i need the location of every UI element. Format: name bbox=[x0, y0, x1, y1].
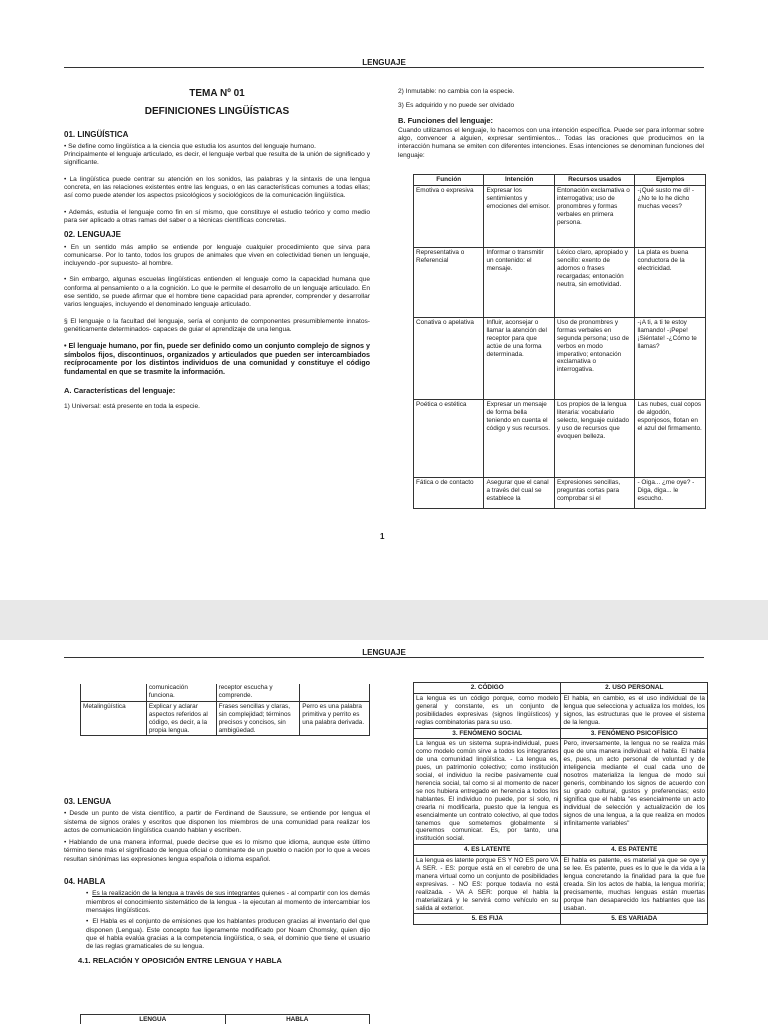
left-column bbox=[64, 794, 370, 970]
table-cell: Frases sencillas y claras, sin complejidad; términos precisos y concisos, sin ambigüedad. bbox=[216, 701, 300, 736]
table-cell: La plata es buena conductora de la electricidad. bbox=[635, 247, 706, 317]
paragraph: • En un sentido más amplio se entiende por lenguaje cualquier procedimiento que sirva para comunicarse. Por lo tanto, todos los grupos de animales que viven en colectividad tienen un lenguaje, incluyendo -por supuesto- al hombre. bbox=[64, 243, 370, 268]
table-cell: Conativa o apelativa bbox=[414, 317, 484, 399]
paragraph: Cuando utilizamos el lenguaje, lo hacemos con una intención específica. Puede ser para informar sobre algo, convencer a alguien, expresar sentimientos... Todas las oraciones que producimos en la interacción humana se emiten con diferentes intenciones. Esas intenciones se denominan funciones del lenguaje: bbox=[398, 126, 704, 159]
table-header: Recursos usados bbox=[554, 175, 635, 186]
left-column bbox=[64, 90, 370, 415]
document-page-2 bbox=[0, 640, 768, 1024]
page-header: LENGUAJE bbox=[64, 56, 704, 68]
section-heading: A. Características del lenguaje: bbox=[64, 385, 176, 395]
table-row bbox=[81, 683, 370, 702]
section-heading: 01. LINGÜÍSTICA bbox=[64, 129, 129, 139]
section-heading: B. Funciones del lenguaje: bbox=[398, 115, 494, 125]
table-header: 4. ES LATENTE bbox=[414, 845, 561, 856]
paragraph: • Hablando de una manera informal, puede decirse que es lo mismo que idioma, aunque este último término tiene más el significado de lengua oficial o dominante de un pueblo o nación por lo que a veces resultan sinónimas las expresiones lengua española o idioma español. bbox=[64, 839, 370, 863]
table-bottom-border bbox=[413, 508, 706, 509]
table-cell: El habla es patente, es material ya que se oye y se lee. Es patente, pues es lo que le da vida a la lengua concretando la finalidad para la que fue creada. Sin los actos de habla, la lengua moriría; precisamente, muchas lenguas están muertas porque han desaparecido los hablantes que las usaban. bbox=[561, 856, 708, 914]
table-cell: Pero, inversamente, la lengua no se realiza más que de una manera individual: el habla. El habla es, pues, un acto personal de voluntad y de inteligencia mediante el cual cada uno de nosotros materializa la lengua de modo sui generis, combinando los signos de acuerdo con su grado cultural, gustos y preferencias; esto significa que el habla "es esencialmente un acto individual de selección y actualización de los signos de una lengua, a la que realiza en modos infinitamente variables" bbox=[561, 739, 708, 845]
table-cell: Las nubes, cual copos de algodón, esponjosos, flotan en el azul del firmamento. bbox=[635, 399, 706, 477]
table-row bbox=[414, 317, 706, 399]
list-item: 2) Inmutable: no cambia con la especie. bbox=[398, 88, 515, 95]
table-cell: Explicar y aclarar aspectos referidos al código, es decir, a la propia lengua. bbox=[146, 701, 216, 736]
definition-paragraph: • El lenguaje humano, por fin, puede ser definido como un conjunto complejo de signos y símbolos fijos, discontinuos, organizados y articulados que pueden ser intercambiados recíprocamente por los distintos individuos de una comunidad y constituye el código fundamental en que se trasmite la información. bbox=[64, 341, 371, 377]
list-item: • El Habla es el conjunto de emisiones que los hablantes producen gracias al inventario del que disponen (Lengua). Este concepto fue ligeramente modificado por Noam Chomsky, quien dijo que el habla evalúa gracias a la competencia lingüística, o sea, el dominio que tiene el usuario de las reglas gramaticales de su lengua. bbox=[86, 918, 370, 951]
list-item: 3) Es adquirido y no puede ser olvidado bbox=[398, 102, 515, 110]
habla-list bbox=[64, 890, 370, 951]
table-cell: Los propios de la lengua literaria: vocabulario selecto, lenguaje cuidado y uso de recursos que evoquen belleza. bbox=[554, 399, 635, 477]
list-item: 1) Universal: está presente en toda la especie. bbox=[64, 402, 200, 410]
table-cell: -¡A ti, a ti te estoy llamando! -¡Pepe! ¡Siéntate! -¿Cómo te llamas? bbox=[635, 317, 706, 399]
page-bottom-mask bbox=[410, 509, 710, 529]
tema-heading: TEMA Nº 01 bbox=[189, 88, 245, 99]
table-cell: Asegurar que el canal a través del cual se establece la bbox=[484, 477, 554, 517]
table-row bbox=[414, 399, 706, 477]
paragraph: • La lingüística puede centrar su atención en los sonidos, las palabras y la sintaxis de una lengua concreta, en las relaciones existentes entre las lenguas, o en las características comunes a todas ellas; así como puede atender los aspectos psicológicos y sociológicos de la comunicación lingüística. bbox=[64, 175, 370, 200]
paragraph: • Se define como lingüística a la ciencia que estudia los asuntos del lenguaje humano. bbox=[64, 142, 316, 150]
document-title: DEFINICIONES LINGÜÍSTICAS bbox=[144, 106, 290, 118]
table-cell: Poética o estética bbox=[414, 399, 484, 477]
table-cell: -¡Qué susto me di! -¿No te lo he dicho muchas veces? bbox=[635, 185, 706, 247]
table-cell: Metalingüística bbox=[81, 701, 147, 736]
table-row bbox=[81, 701, 370, 736]
table-header: 5. ES FIJA bbox=[414, 914, 561, 925]
table-cell: La lengua es un código porque, como modelo general y constante, es un conjunto de posibilidades expresivas (signos lingüísticos) y reglas combinatorias para su uso. bbox=[414, 693, 561, 728]
table-header: Función bbox=[414, 175, 484, 186]
table-cell: Emotiva o expresiva bbox=[414, 185, 484, 247]
list-item: • Es la realización de la lengua a través de sus integrantes quienes - al compartir con los demás miembros el conocimiento sistemático de la lengua - la ejecutan al momento de intercambiar los mensajes lingüísticos. bbox=[86, 890, 370, 914]
table-row bbox=[414, 247, 706, 317]
table-header: 3. FENÓMENO PSICOFÍSICO bbox=[561, 728, 708, 739]
paragraph: § El lenguaje o la facultad del lenguaje, sería el conjunto de componentes presumiblemente innatos-genéticamente determinados- capaces de guiar el aprendizaje de una lengua. bbox=[64, 317, 370, 333]
functions-table-continued bbox=[80, 682, 370, 736]
table-header: Intención bbox=[484, 175, 554, 186]
table-cell: Expresar los sentimientos y emociones del emisor. bbox=[484, 185, 554, 247]
table-header: Ejemplos bbox=[635, 175, 706, 186]
page-number: 1 bbox=[380, 532, 385, 541]
table-cell: Uso de pronombres y formas verbales en segunda persona; uso de verbos en modo imperativo; entonación exclamativa o interrogativa. bbox=[554, 317, 635, 399]
table-header: LENGUA bbox=[81, 1015, 226, 1024]
table-cell: Perro es una palabra primitiva y perrito es una palabra derivada. bbox=[300, 701, 370, 736]
table-cell: Fática o de contacto bbox=[414, 477, 484, 517]
table-cell: La lengua es un sistema supra-individual, pues como modelo común sirve a todos los integrantes de una comunidad lingüística. - La lengua es, pues, un patrimonio colectivo; como institución social, el individuo la recibe pasivamente cual herencia social, tal como si al momento de nacer se nos hubiera entregado en herencia a todos los hablantes. El individuo no puede, por sí solo, ni crearla ni modificarla, puesto que la lengua es esencialmente un contrato colectivo, al que todos tenemos que sometemos globalmente si queremos comunicar. Es, por tanto, una institución social. bbox=[414, 739, 561, 845]
paragraph: • Además, estudia el lenguaje como fin en sí mismo, que constituye el estudio teórico y como medio para ser aplicado a otras ramas del saber o a técnicas científicas concretas. bbox=[64, 208, 370, 224]
right-column bbox=[398, 88, 704, 164]
table-cell: Expresar un mensaje de forma bella teniendo en cuenta el código y sus recursos. bbox=[484, 399, 554, 477]
table-cell: - Oiga... ¿me oye? - Diga, diga... le escucho. bbox=[635, 477, 706, 517]
section-heading: 04. HABLA bbox=[64, 877, 106, 887]
table-cell: receptor escucha y comprende. bbox=[216, 683, 300, 702]
table-header: 3. FENÓMENO SOCIAL bbox=[414, 728, 561, 739]
table-cell: Influir, aconsejar o llamar la atención del receptor para que actúe de una forma determinada. bbox=[484, 317, 554, 399]
section-heading: 03. LENGUA bbox=[64, 797, 112, 806]
table-cell: Entonación exclamativa o interrogativa; uso de pronombres y formas verbales en primera persona. bbox=[554, 185, 635, 247]
table-cell: Representativa o Referencial bbox=[414, 247, 484, 317]
table-cell: El habla, en cambio, es el uso individual de la lengua que selecciona y actualiza los moldes, los signos, las estructuras que le provee el sistema de la lengua. bbox=[561, 693, 708, 728]
section-heading: 02. LENGUAJE bbox=[64, 230, 121, 240]
table-cell bbox=[300, 683, 370, 702]
page-header: LENGUAJE bbox=[64, 646, 704, 658]
table-header: 5. ES VARIADA bbox=[561, 914, 708, 925]
table-cell: Informar o transmitir un contenido: el mensaje. bbox=[484, 247, 554, 317]
table-cell: Léxico claro, apropiado y sencillo: exento de adornos o frases recargadas; entonación neutra, sin emotividad. bbox=[554, 247, 635, 317]
table-cell bbox=[81, 683, 147, 702]
table-header: HABLA bbox=[225, 1015, 370, 1024]
table-header: 4. ES PATENTE bbox=[561, 845, 708, 856]
table-cell: La lengua es latente porque ES Y NO ES pero VA A SER. - ES: porque está en el cerebro de una manera virtual como un conjunto de posibilidades expresivas. - NO ES: porque todavía no está realizada. - VA A SER: porque el habla la materializará y le servirá como vehículo en su salida al exterior. bbox=[414, 856, 561, 914]
table-header: 2. CÓDIGO bbox=[414, 683, 561, 694]
lengua-habla-header-table bbox=[80, 1014, 370, 1024]
table-row bbox=[414, 185, 706, 247]
lengua-habla-table bbox=[413, 682, 708, 925]
section-heading: 4.1. RELACIÓN Y OPOSICIÓN ENTRE LENGUA Y HABLA bbox=[78, 956, 282, 966]
page-top-mask bbox=[78, 676, 374, 684]
paragraph: • Sin embargo, algunas escuelas lingüísticas entienden el lenguaje como la capacidad humana que conforma al pensamiento o a la cognición. Lo que le permite el desarrollo de un lenguaje articulado. En ese sentido, se puede afirmar que el hombre tiene capacidad para aprender, comprender y desarrollar varios lenguajes, incluyendo el denominado lenguaje articulado. bbox=[64, 276, 370, 309]
paragraph: Principalmente el lenguaje articulado, es decir, el lenguaje verbal que resulta de la unión de significado y significante. bbox=[64, 151, 370, 167]
table-cell: Expresiones sencillas, preguntas cortas para comprobar si el bbox=[554, 477, 635, 517]
functions-table bbox=[413, 174, 706, 518]
table-header: 2. USO PERSONAL bbox=[561, 683, 708, 694]
table-cell: comunicación funciona. bbox=[146, 683, 216, 702]
paragraph: • Desde un punto de vista científico, a partir de Ferdinand de Saussure, se entiende por lengua el sistema de signos orales y escritos que disponen los miembros de una comunidad para realizar los actos de comunicación lingüística cuando hablan y escriben. bbox=[64, 810, 370, 834]
